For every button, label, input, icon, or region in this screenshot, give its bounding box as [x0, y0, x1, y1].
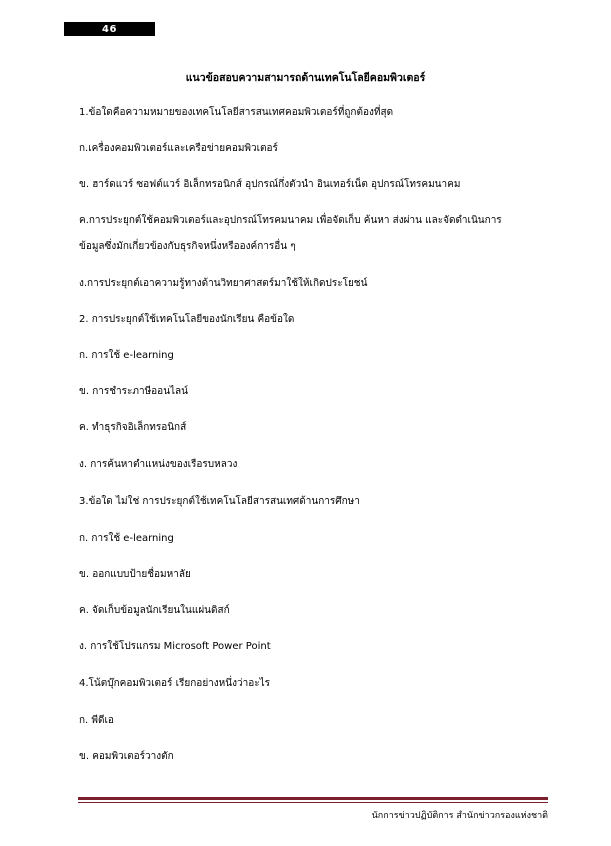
- footer-rule-thin: [78, 802, 548, 803]
- question-2-option-d: ง. การค้นหาตำแหน่งของเรือรบหลวง: [79, 459, 238, 470]
- question-4-option-a: ก. พีดีเอ: [79, 715, 114, 726]
- question-1-option-a: ก.เครื่องคอมพิวเตอร์และเครือข่ายคอมพิวเตอร์: [79, 143, 278, 154]
- question-3: 3.ข้อใด ไม่ใช่ การประยุกต์ใช้เทคโนโลยีสารสนเทศด้านการศึกษา: [79, 496, 360, 507]
- question-1-option-c-continued: ข้อมูลซึ่งมักเกี่ยวข้องกับธุรกิจหนึ่งหรือองค์การอื่น ๆ: [79, 241, 296, 252]
- question-4: 4.โน้ตบุ๊กคอมพิวเตอร์ เรียกอย่างหนึ่งว่าอะไร: [79, 678, 270, 689]
- question-2: 2. การประยุกต์ใช้เทคโนโลยีของนักเรียน คือข้อใด: [79, 314, 295, 325]
- question-3-option-b: ข. ออกแบบป้ายชื่อมหาลัย: [79, 569, 191, 580]
- question-3-option-a: ก. การใช้ e-learning: [79, 533, 174, 544]
- document-title: แนวข้อสอบความสามารถด้านเทคโนโลยีคอมพิวเตอร์: [185, 72, 426, 84]
- question-1: 1.ข้อใดคือความหมายของเทคโนโลยีสารสนเทศคอมพิวเตอร์ที่ถูกต้องที่สุด: [79, 107, 394, 118]
- question-3-option-d: ง. การใช้โปรแกรม Microsoft Power Point: [79, 641, 271, 652]
- question-2-option-c: ค. ทำธุรกิจอิเล็กทรอนิกส์: [79, 422, 187, 433]
- question-1-option-d: ง.การประยุกต์เอาความรู้ทางด้านวิทยาศาสตร์มาใช้ให้เกิดประโยชน์: [79, 278, 368, 289]
- question-2-option-a: ก. การใช้ e-learning: [79, 350, 174, 361]
- footer-rule-thick: [78, 797, 548, 800]
- question-4-option-b: ข. คอมพิวเตอร์วางตัก: [79, 751, 174, 762]
- question-2-option-b: ข. การชำระภาษีออนไลน์: [79, 386, 189, 397]
- question-1-option-b: ข. ฮาร์ดแวร์ ซอฟต์แวร์ อิเล็กทรอนิกส์ อุปกรณ์กึ่งตัวนำ อินเทอร์เน็ต อุปกรณ์โทรคมนาคม: [79, 179, 461, 190]
- page-number: 46: [102, 23, 117, 35]
- question-3-option-c: ค. จัดเก็บข้อมูลนักเรียนในแผ่นดิสก์: [79, 605, 230, 616]
- question-1-option-c: ค.การประยุกต์ใช้คอมพิวเตอร์และอุปกรณ์โทรคมนาคม เพื่อจัดเก็บ ค้นหา ส่งผ่าน และจัดดำเนินการ: [79, 215, 502, 226]
- page-number-badge: [64, 22, 155, 36]
- footer-text: นักการข่าวปฏิบัติการ สำนักข่าวกรองแห่งชาติ: [371, 811, 548, 821]
